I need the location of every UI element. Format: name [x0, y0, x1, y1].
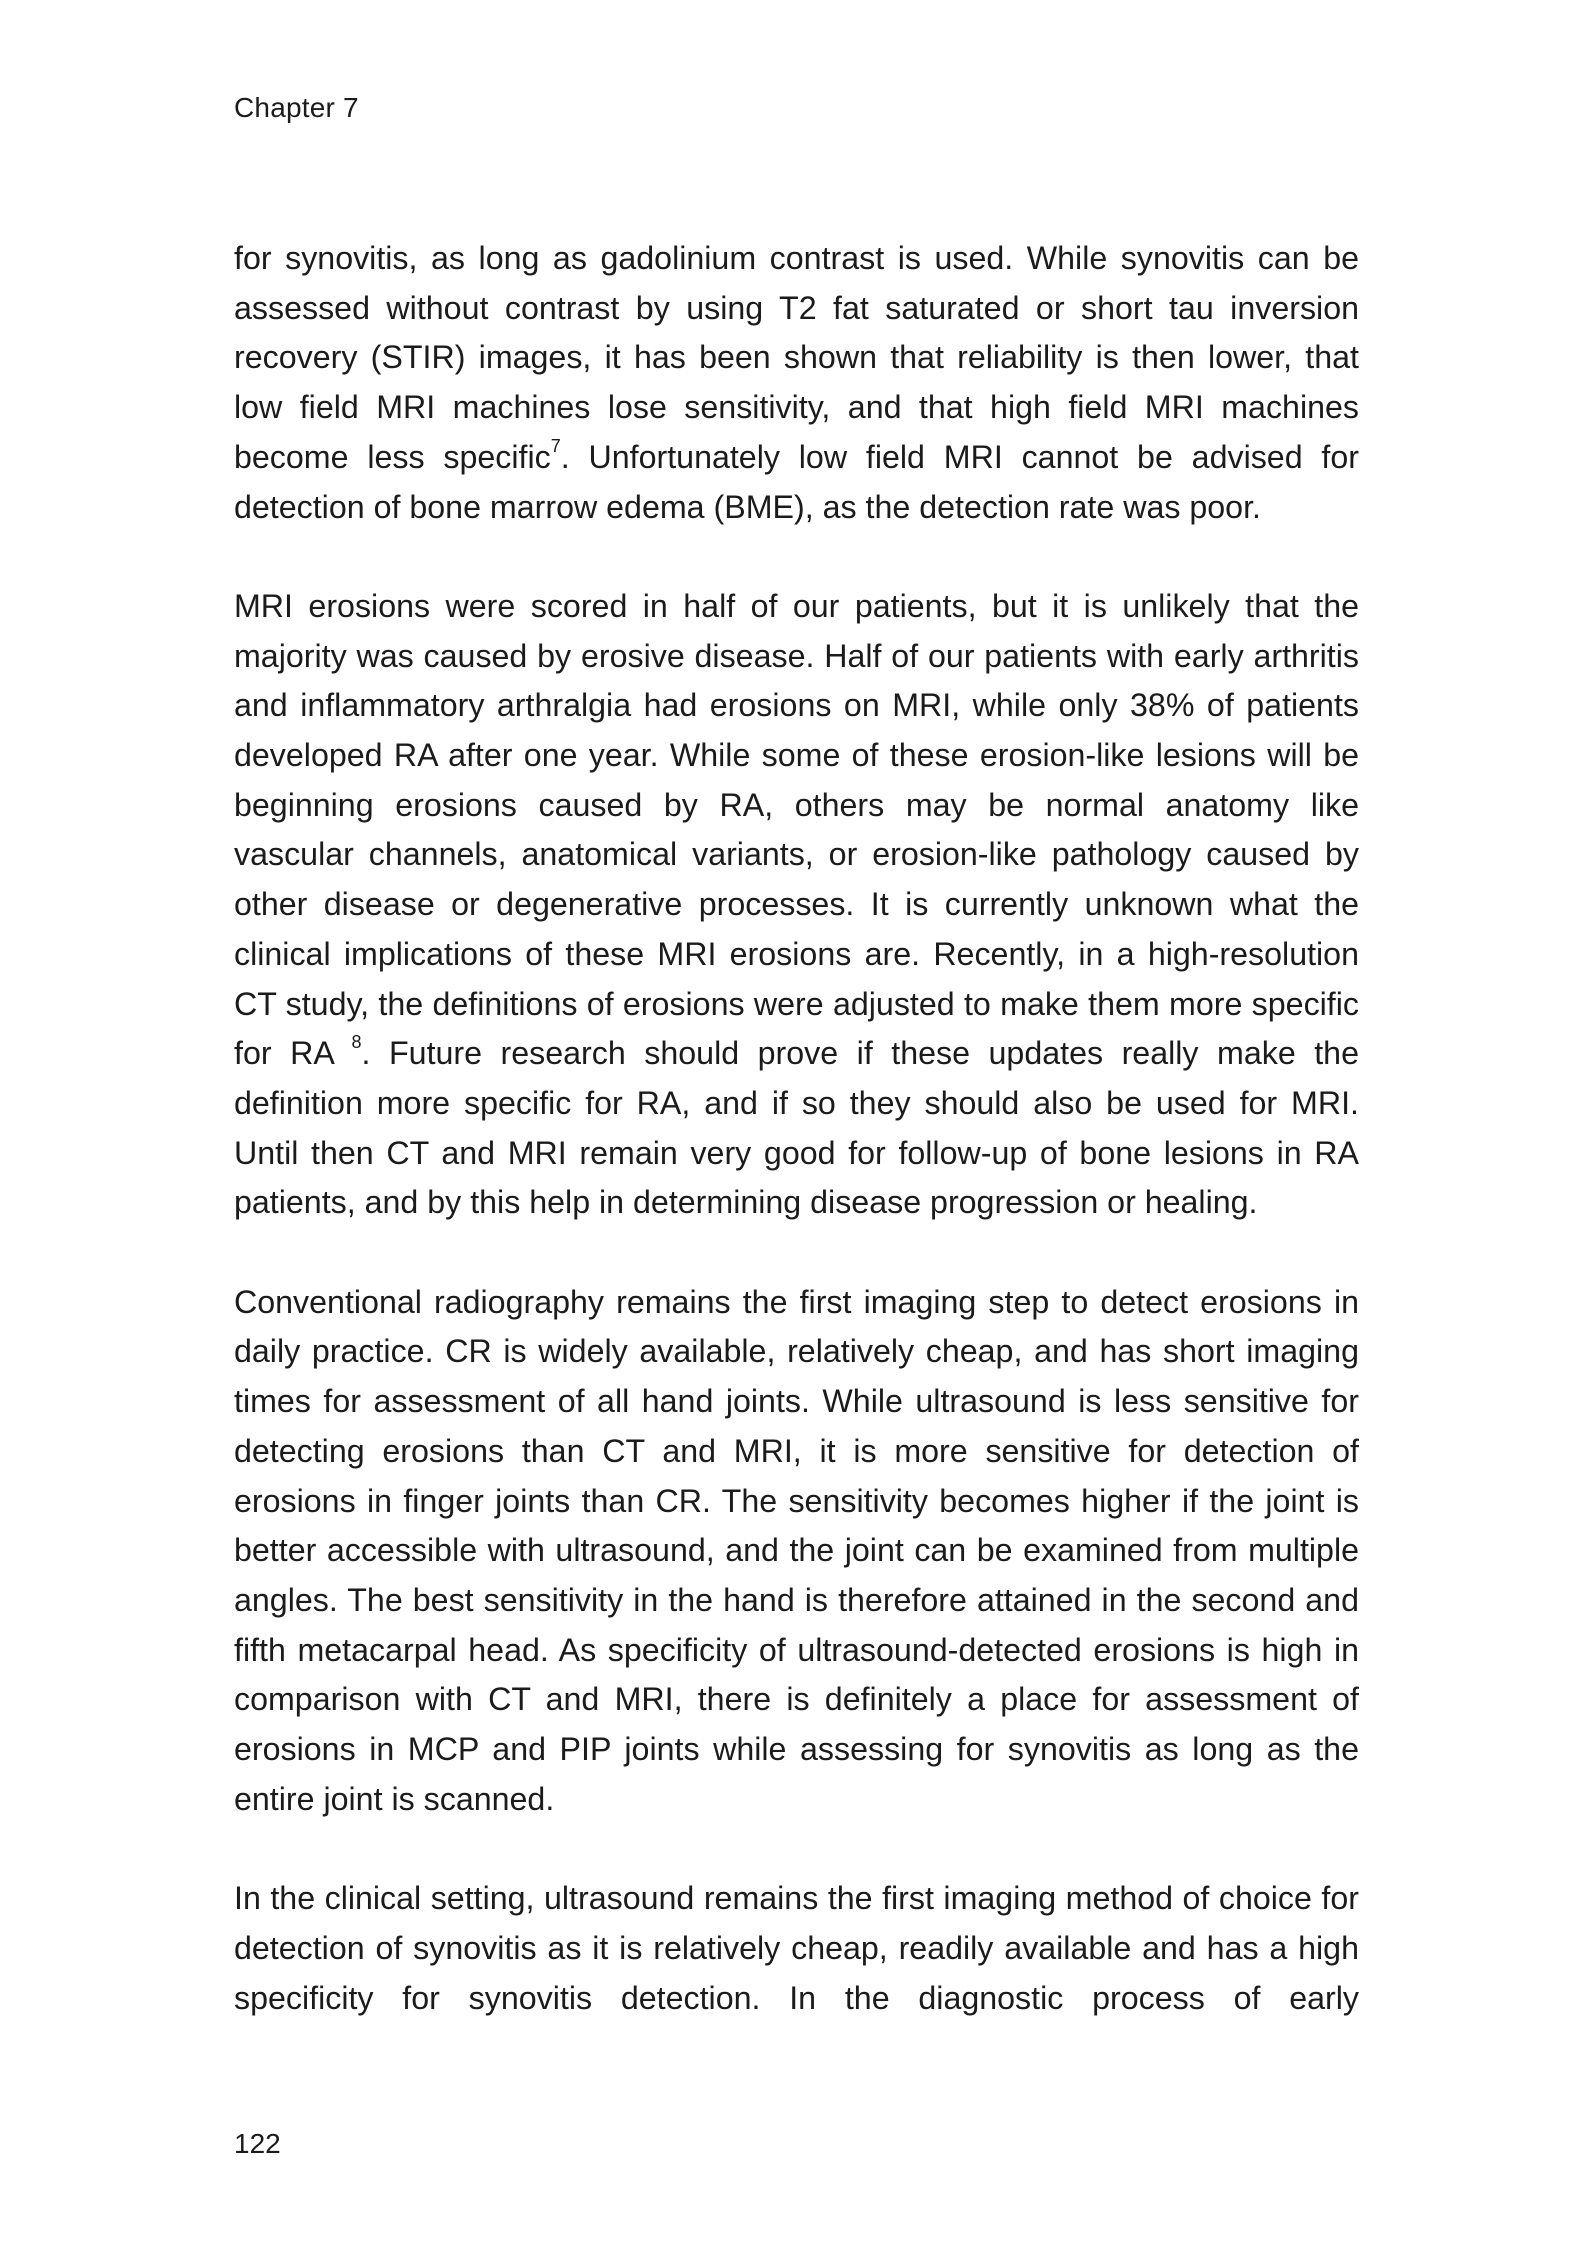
body-text — [234, 234, 1359, 2023]
paragraph-2-text-b: . Future research should prove if these updates really make the definition more specific for RA, and if so they should also be used for MRI. Until then CT and MRI remain very good for follow-up of bone lesions in RA patients, and by this help in determining disease progression or healing. — [234, 1035, 1359, 1221]
paragraph-1-text-a: for synovitis, as long as gadolinium contrast is used. While synovitis can be assessed without contrast by using T2 fat saturated or short tau inversion recovery (STIR) images, it has been shown that reliability is then lower, that low field MRI machines lose sensitivity, and that high field MRI machines become less specific — [234, 240, 1359, 475]
citation-8: 8 — [351, 1032, 362, 1053]
paragraph-2-text-a: MRI erosions were scored in half of our patients, but it is unlikely that the majority was caused by erosive disease. Half of our patients with early arthritis and inflammatory arthralgia had erosions on MRI, while only 38% of patients developed RA after one year. While some of these erosion-like lesions will be beginning erosions caused by RA, others may be normal anatomy like vascular channels, anatomical variants, or erosion-like pathology caused by other disease or degenerative processes. It is currently unknown what the clinical implications of these MRI erosions are. Recently, in a high-resolution CT study, the definitions of erosions were adjusted to make them more specific for RA — [234, 587, 1359, 1072]
paragraph-3: Conventional radiography remains the first imaging step to detect erosions in daily practice. CR is widely available, relatively cheap, and has short imaging times for assessment of all hand joints. While ultrasound is less sensitive for detecting erosions than CT and MRI, it is more sensitive for detection of erosions in finger joints than CR. The sensitivity becomes higher if the joint is better accessible with ultrasound, and the joint can be examined from multiple angles. The best sensitivity in the hand is therefore attained in the second and fifth metacarpal head. As specificity of ultrasound-detected erosions is high in comparison with CT and MRI, there is definitely a place for assessment of erosions in MCP and PIP joints while assessing for synovitis as long as the entire joint is scanned. — [234, 1283, 1359, 1817]
citation-7: 7 — [550, 435, 561, 456]
paragraph-4: In the clinical setting, ultrasound remains the first imaging method of choice for detection of synovitis as it is relatively cheap, readily available and has a high specificity for synovitis detection. In the diagnostic process of early — [234, 1880, 1359, 2016]
paragraph-2 — [234, 582, 1359, 1228]
paragraph-1-text-b: . Unfortunately low field MRI cannot be advised for detection of bone marrow edema (BME), as the detection rate was poor. — [234, 438, 1359, 525]
page-number: 122 — [234, 2128, 281, 2159]
running-header: Chapter 7 — [234, 92, 359, 123]
paragraph-1 — [234, 234, 1359, 532]
